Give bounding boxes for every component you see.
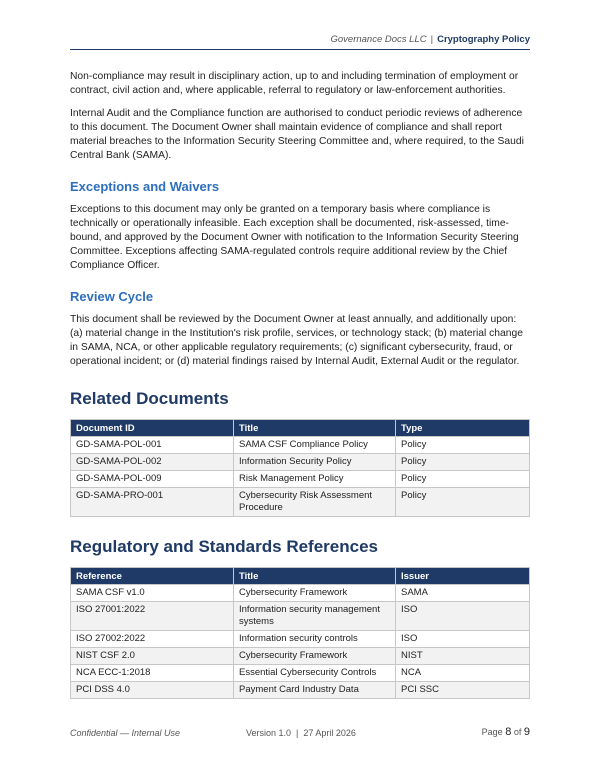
table-cell: SAMA CSF v1.0 [71, 585, 234, 602]
exceptions-heading: Exceptions and Waivers [70, 179, 220, 194]
page-header [70, 34, 530, 50]
header-company: Governance Docs LLC [330, 34, 427, 45]
table-row [71, 648, 530, 665]
table-cell: ISO 27002:2022 [71, 631, 234, 648]
header-separator: | [430, 34, 434, 45]
review-cycle-heading: Review Cycle [70, 289, 154, 304]
table-cell: PCI SSC [396, 682, 530, 699]
column-header: Type [396, 420, 530, 437]
table-cell: Policy [396, 437, 530, 454]
table-cell: GD-SAMA-POL-002 [71, 454, 234, 471]
exceptions-paragraph: Exceptions to this document may only be granted on a temporary basis where compliance is technically or operationally infeasible. Each exception shall be documented, risk-assessed, time-bound, and approved by the Document Owner with notification to the Information Security Steering Committee. Exceptions affecting SAMA-regulated controls require additional review by the Chief Compliance Officer. [70, 204, 519, 271]
table-cell: Cybersecurity Framework [234, 585, 396, 602]
footer-page-number [482, 726, 530, 738]
page-total: 9 [523, 726, 530, 738]
column-header: Issuer [396, 568, 530, 585]
table-row [71, 631, 530, 648]
page-prefix: Page [481, 727, 503, 737]
table-cell: Information Security Policy [234, 454, 396, 471]
table-row [71, 488, 530, 517]
footer-version: Version 1.0 | 27 April 2026 [246, 728, 356, 738]
footer-confidential: Confidential — Internal Use [70, 728, 181, 738]
table-cell: NCA ECC-1:2018 [71, 665, 234, 682]
internal-audit-paragraph: Internal Audit and the Compliance function are authorised to conduct periodic reviews of adherence to this document. The Document Owner shall maintain evidence of compliance and shall report material breaches to the Information Security Steering Committee and, where required, to the Saudi Central Bank (SAMA). [70, 108, 524, 161]
review-cycle-paragraph: This document shall be reviewed by the Document Owner at least annually, and additionally upon: (a) material change in the Institution's risk profile, services, or technology stack; (b) material change in SAMA, NCA, or other applicable regulatory requirements; (c) significant cybersecurity, fraud, or operational incident; or (d) material findings raised by Internal Audit, External Audit or the regulator. [70, 314, 523, 367]
table-cell: PCI DSS 4.0 [71, 682, 234, 699]
table-header-row [71, 420, 530, 437]
table-row [71, 471, 530, 488]
related-documents-heading: Related Documents [70, 389, 229, 408]
table-row [71, 602, 530, 631]
table-cell: NIST [396, 648, 530, 665]
column-header: Document ID [71, 420, 234, 437]
table-row [71, 585, 530, 602]
table-cell: NIST CSF 2.0 [71, 648, 234, 665]
noncompliance-paragraph: Non-compliance may result in disciplinary action, up to and including termination of employment or contract, civil action and, where applicable, referral to regulatory or law-enforcement authorities. [70, 71, 519, 96]
table-cell: Payment Card Industry Data [234, 682, 396, 699]
table-row [71, 682, 530, 699]
table-cell: Policy [396, 454, 530, 471]
table-cell: Policy [396, 488, 530, 517]
page-of: of [513, 727, 522, 737]
column-header: Title [234, 420, 396, 437]
header-doc-title: Cryptography Policy [437, 34, 530, 45]
table-row [71, 437, 530, 454]
page-footer [70, 728, 530, 742]
table-cell: Information security controls [234, 631, 396, 648]
table-cell: SAMA [396, 585, 530, 602]
table-cell: Risk Management Policy [234, 471, 396, 488]
table-cell: ISO [396, 631, 530, 648]
related-documents-table [70, 419, 530, 517]
table-cell: Essential Cybersecurity Controls [234, 665, 396, 682]
table-cell: GD-SAMA-POL-001 [71, 437, 234, 454]
column-header: Reference [71, 568, 234, 585]
table-cell: Cybersecurity Risk Assessment Procedure [234, 488, 396, 517]
table-cell: Information security management systems [234, 602, 396, 631]
page-current: 8 [505, 726, 512, 738]
regulatory-references-table [70, 567, 530, 699]
regulatory-references-heading: Regulatory and Standards References [70, 537, 378, 556]
page-content [70, 70, 530, 699]
table-row [71, 665, 530, 682]
table-header-row [71, 568, 530, 585]
table-cell: ISO 27001:2022 [71, 602, 234, 631]
table-cell: ISO [396, 602, 530, 631]
column-header: Title [234, 568, 396, 585]
table-cell: GD-SAMA-PRO-001 [71, 488, 234, 517]
table-cell: Policy [396, 471, 530, 488]
table-row [71, 454, 530, 471]
table-cell: Cybersecurity Framework [234, 648, 396, 665]
table-cell: GD-SAMA-POL-009 [71, 471, 234, 488]
table-cell: SAMA CSF Compliance Policy [234, 437, 396, 454]
table-cell: NCA [396, 665, 530, 682]
